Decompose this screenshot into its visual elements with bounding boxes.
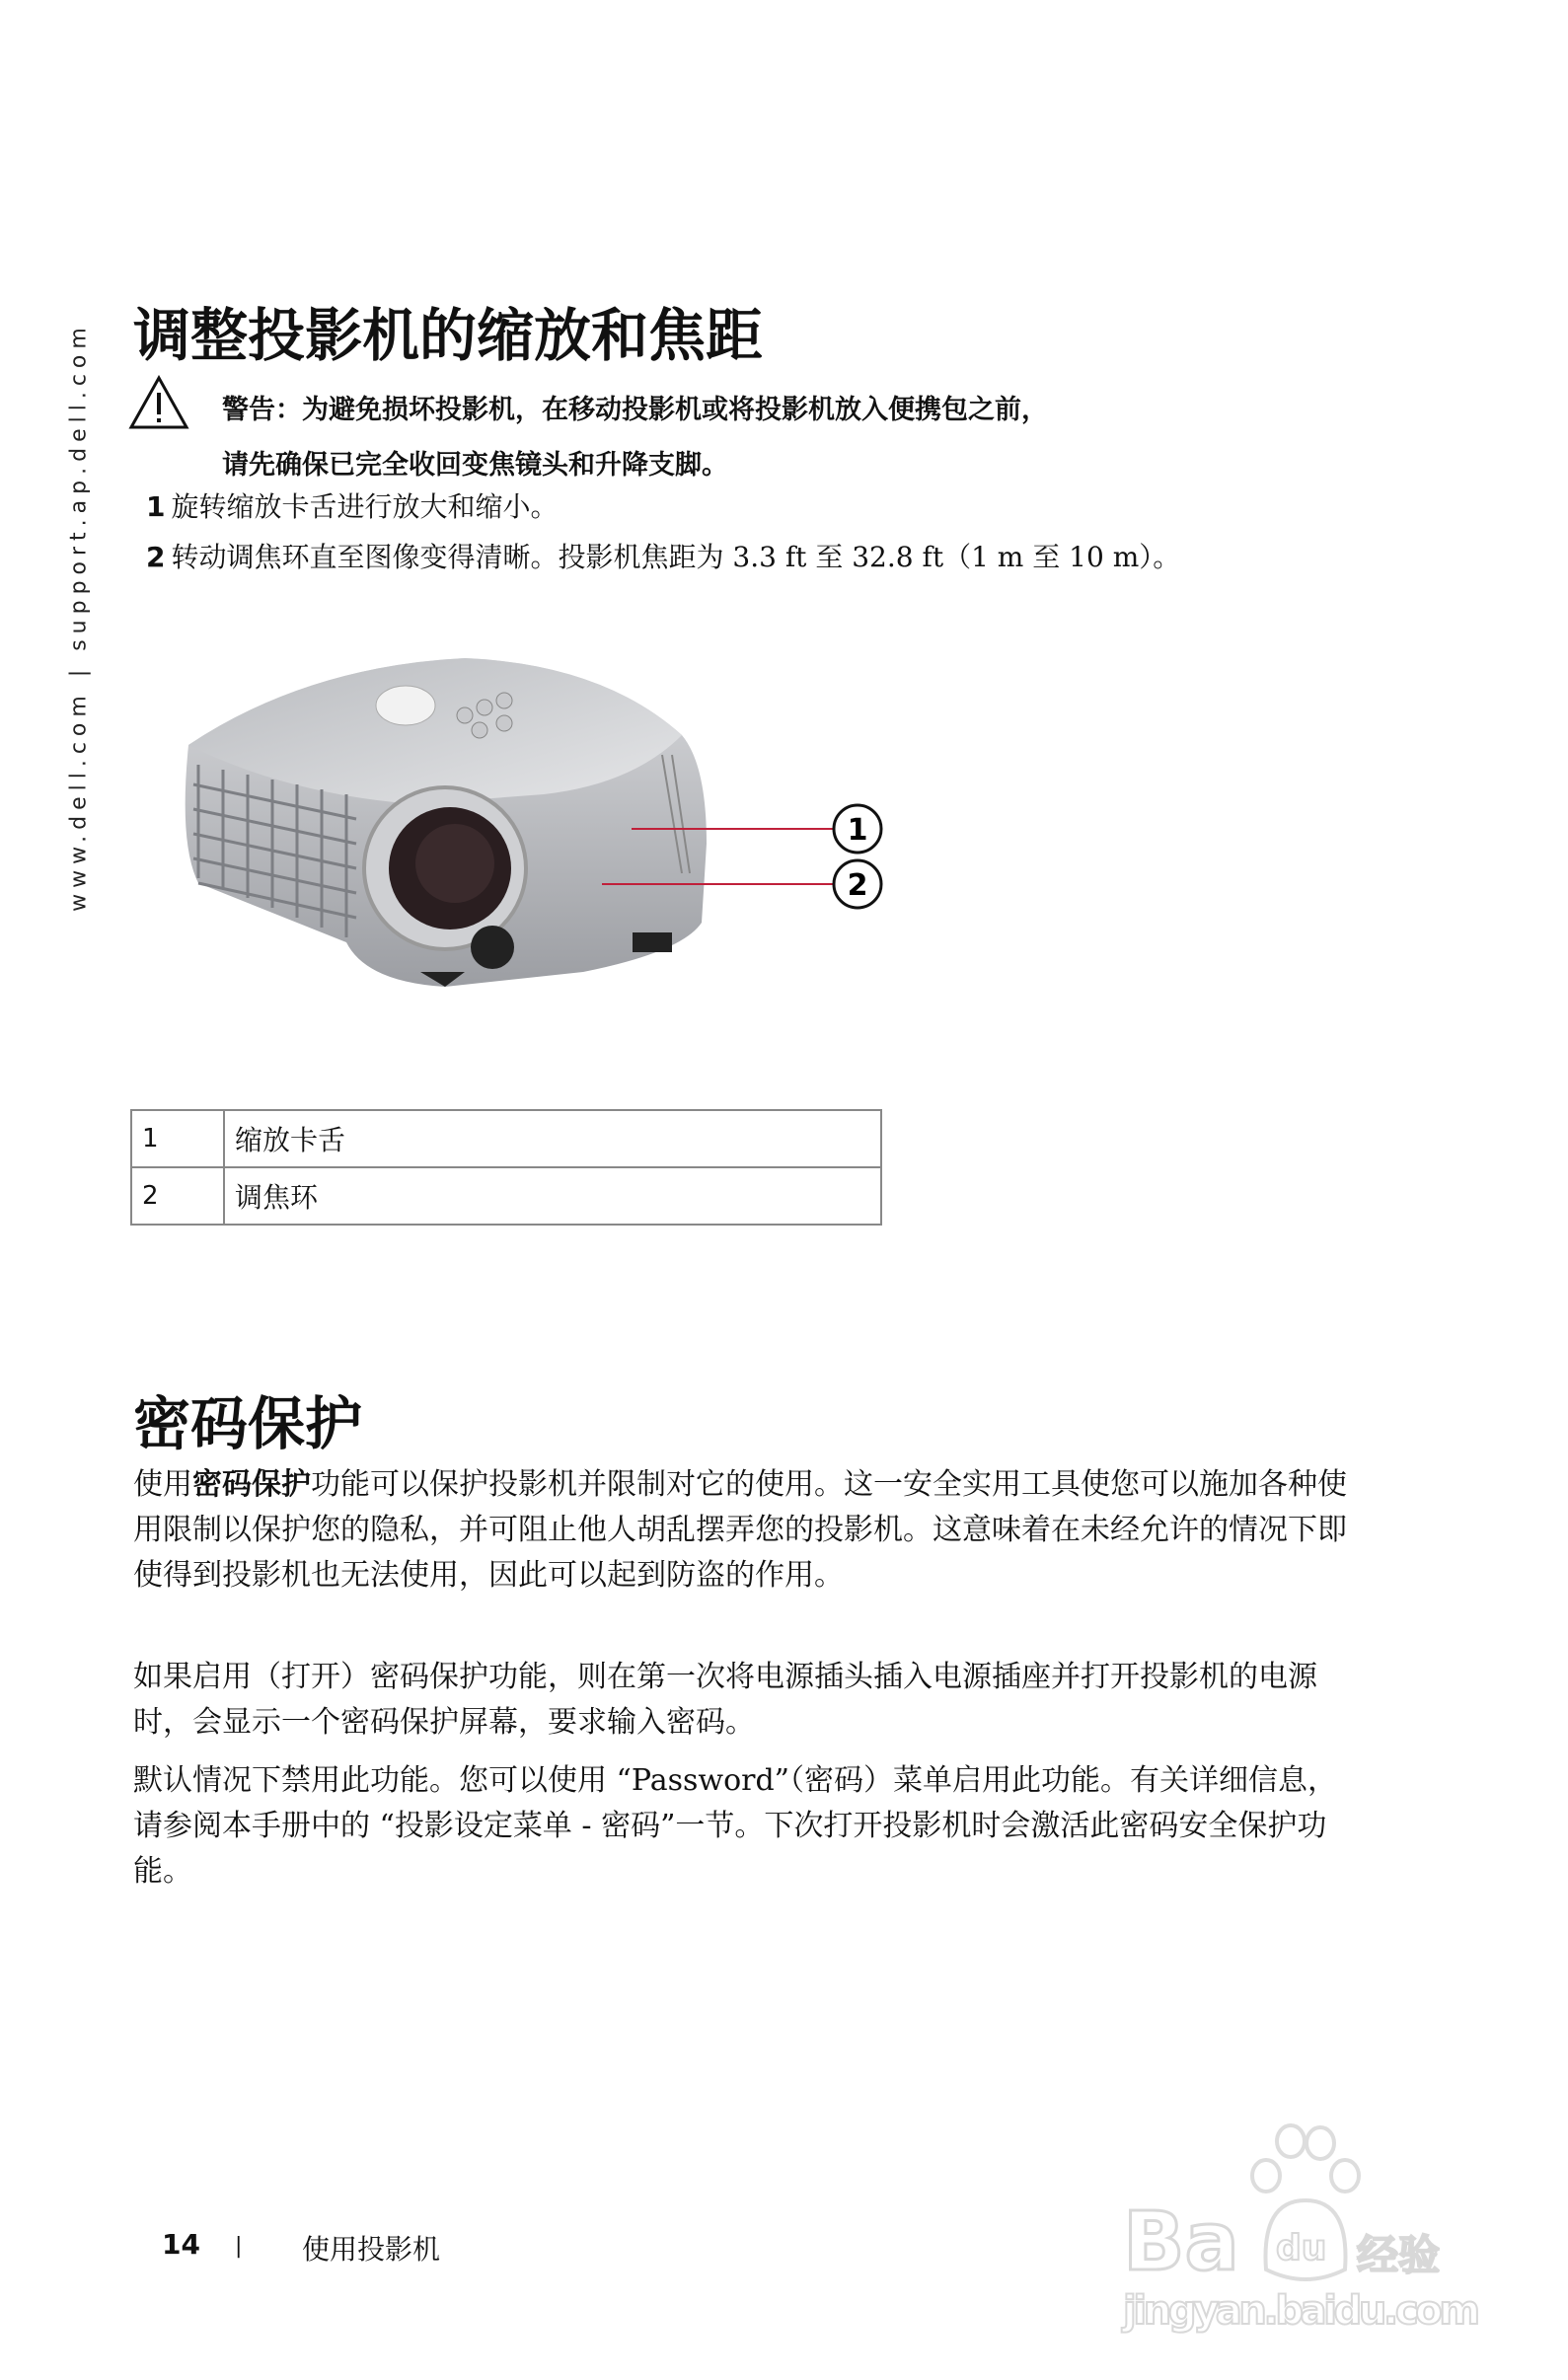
warning-triangle-icon [128, 375, 189, 430]
warning-text [222, 383, 1048, 493]
text: 使用 [133, 1467, 192, 1502]
paragraph-1 [133, 1462, 1357, 1599]
table-row [131, 1110, 881, 1167]
text: 功能可以保护投影机并限制对它的使用。这一安全实用工具使您可以施加各种使用限制以保护您的隐私，并可阻止他人胡乱摆弄您的投影机。这意味着在未经允许的情况下即使得到投影机也无法使用，因此可以起到防盗的作用。 [133, 1467, 1347, 1593]
baidu-watermark-logo [1118, 2121, 1485, 2336]
step-number: 1 [146, 490, 166, 523]
callout-markers [592, 789, 908, 928]
svg-text:经验: 经验 [1357, 2231, 1441, 2279]
step-text: 旋转缩放卡舌进行放大和缩小。 [171, 490, 559, 523]
legend-number: 1 [131, 1110, 224, 1167]
page-number: 14 [162, 2228, 200, 2261]
svg-text:jingyan.baidu.com: jingyan.baidu.com [1123, 2288, 1480, 2334]
warning-line-2: 请先确保已完全收回变焦镜头和升降支脚。 [222, 450, 728, 481]
callout-legend-table [130, 1109, 882, 1226]
footer-chapter: 使用投影机 [302, 2233, 441, 2266]
legend-label: 缩放卡舌 [224, 1110, 881, 1167]
warning-label: 警告： [222, 395, 302, 425]
step-number: 2 [146, 541, 166, 573]
paragraph-3: 默认情况下禁用此功能。您可以使用 “Password”（密码）菜单启用此功能。有关详细信息，请参阅本手册中的 “投影设定菜单 - 密码”一节。下次打开投影机时会激活此密码安全保护功能。 [133, 1763, 1338, 1889]
step-text: 转动调焦环直至图像变得清晰。投影机焦距为 3.3 ft 至 32.8 ft（1 m 至 10 m）。 [171, 541, 1181, 573]
legend-label: 调焦环 [224, 1167, 881, 1225]
section-title-zoom-focus: 调整投影机的缩放和焦距 [133, 302, 764, 369]
step-1 [146, 485, 559, 525]
callout-number-1: 1 [847, 813, 868, 848]
callout-number-2: 2 [847, 868, 868, 903]
step-2 [146, 536, 1180, 575]
svg-text:Ba: Ba [1123, 2195, 1239, 2289]
sidebar-url-text: www.dell.com | support.ap.dell.com [66, 322, 92, 912]
warning-line-1: 为避免损坏投影机，在移动投影机或将投影机放入便携包之前， [302, 395, 1048, 425]
footer-separator: | [235, 2234, 243, 2259]
svg-text:du: du [1276, 2228, 1327, 2268]
table-row [131, 1167, 881, 1225]
bold-term: 密码保护 [192, 1467, 311, 1502]
paragraph-2: 如果启用（打开）密码保护功能，则在第一次将电源插头插入电源插座并打开投影机的电源时，会显示一个密码保护屏幕，要求输入密码。 [133, 1660, 1317, 1740]
section-title-password: 密码保护 [133, 1390, 363, 1457]
legend-number: 2 [131, 1167, 224, 1225]
